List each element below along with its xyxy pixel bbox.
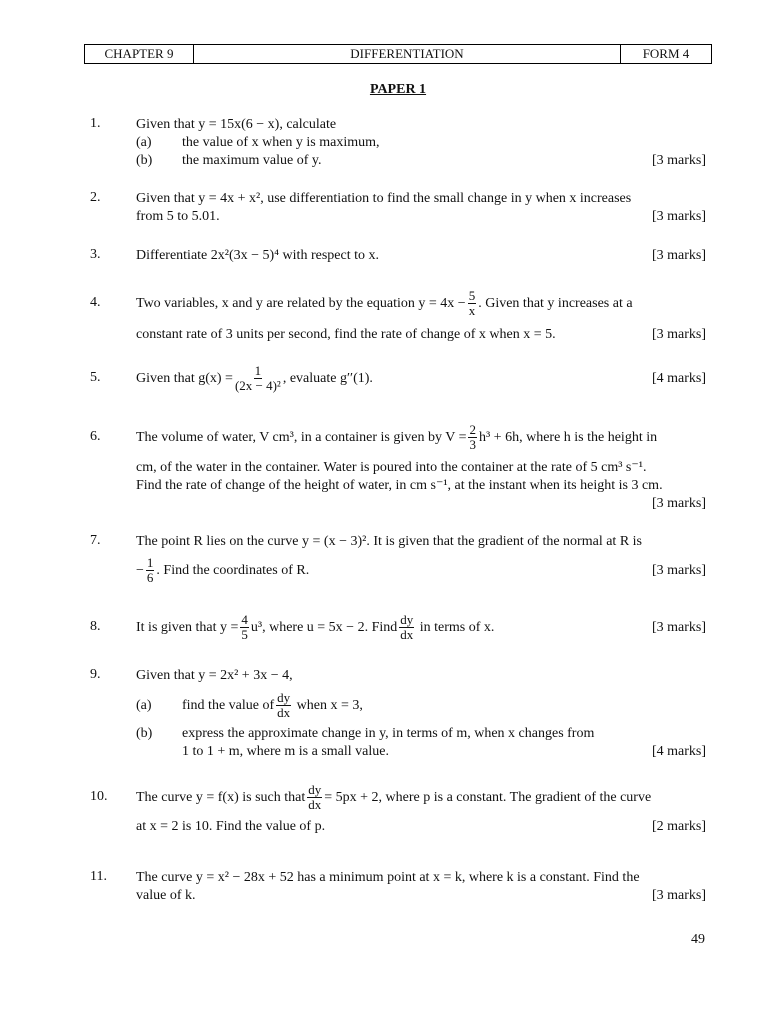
- q7-fraction-num: 1: [146, 555, 154, 571]
- q8-fraction-den: 5: [241, 627, 248, 643]
- q9-part-b-text-2: 1 to 1 + m, where m is a small value.: [182, 744, 389, 759]
- question-number: 9.: [90, 667, 101, 682]
- q8-text-b: u³, where u = 5x − 2. Find: [250, 620, 398, 635]
- q7-line-1: The point R lies on the curve y = (x − 3)². It is given that the gradient of the normal at R is: [136, 534, 642, 549]
- q10-marks: [2 marks]: [651, 819, 706, 834]
- q4-fraction: [468, 289, 477, 318]
- q7-marks: [3 marks]: [651, 563, 706, 578]
- q2-line-1: Given that y = 4x + x², use differentiation to find the small change in y when x increases: [136, 191, 632, 206]
- q9-part-b-text-1: express the approximate change in y, in terms of m, when x changes from: [182, 726, 595, 741]
- q8-derivative-den: dx: [400, 627, 414, 643]
- paper-title: PAPER 1: [369, 82, 427, 97]
- q4-text-a: Two variables, x and y are related by the equation y = 4x −: [136, 296, 466, 311]
- q4-fraction-den: x: [468, 303, 476, 319]
- q3-marks: [3 marks]: [651, 248, 706, 263]
- q1-marks: [3 marks]: [651, 153, 706, 168]
- q1-text-c: , calculate: [279, 117, 337, 132]
- q4-text-b: . Given that y increases at a: [478, 296, 633, 311]
- q9-marks: [4 marks]: [651, 744, 706, 759]
- q6-marks: [3 marks]: [651, 496, 706, 511]
- q4-fraction-num: 5: [468, 288, 476, 304]
- topic-label: DIFFERENTIATION: [194, 45, 621, 63]
- q8-fraction: [240, 613, 249, 642]
- q1-part-b-text: the maximum value of y.: [182, 153, 322, 168]
- q11-marks: [3 marks]: [651, 888, 706, 903]
- q8-marks: [3 marks]: [651, 620, 706, 635]
- q9-derivative: [276, 691, 291, 720]
- q5-text-b: , evaluate g′′(1).: [282, 371, 373, 386]
- q6-line-2: cm, of the water in the container. Water is poured into the container at the rate of 5 cm³ s⁻¹.: [136, 460, 647, 475]
- q11-line-1: The curve y = x² − 28x + 52 has a minimum point at x = k, where k is a constant. Find the: [136, 870, 640, 885]
- q9-part-a-text-2: when x = 3,: [293, 698, 363, 713]
- q7-fraction-den: 6: [146, 570, 154, 586]
- q10-derivative-num: dy: [308, 782, 322, 798]
- q1-part-a-label: (a): [136, 135, 152, 150]
- q9-part-a-text-1: find the value of: [182, 698, 275, 713]
- q6-fraction: [468, 423, 477, 452]
- q9-part-b-label: (b): [136, 726, 153, 741]
- q6-fraction-den: 3: [469, 437, 476, 453]
- q8-text-c: in terms of x.: [416, 620, 495, 635]
- q5-marks: [4 marks]: [651, 371, 706, 386]
- q6-fraction-num: 2: [469, 422, 476, 438]
- q4-marks: [3 marks]: [651, 327, 706, 342]
- q1-part-a-text: the value of x when y is maximum,: [182, 135, 380, 150]
- question-number: 10.: [90, 789, 108, 804]
- question-number: 11.: [90, 869, 107, 884]
- q4-line-2: constant rate of 3 units per second, find the rate of change of x when x = 5.: [136, 327, 556, 342]
- q2-marks: [3 marks]: [651, 209, 706, 224]
- q10-derivative-den: dx: [308, 797, 322, 813]
- q6-line-3: Find the rate of change of the height of water, in cm s⁻¹, at the instant when its height is 3 cm.: [136, 478, 663, 493]
- q10-line-2: at x = 2 is 10. Find the value of p.: [136, 819, 326, 834]
- q10-derivative: [307, 783, 322, 812]
- q6-text-a: The volume of water, V cm³, in a container is given by V =: [136, 430, 467, 445]
- q1-part-b-label: (b): [136, 153, 153, 168]
- question-number: 4.: [90, 295, 101, 310]
- q5-fraction-num: 1: [254, 363, 262, 379]
- header-table: [84, 44, 712, 64]
- q8-text-a: It is given that y =: [136, 620, 239, 635]
- q8-fraction-num: 4: [241, 612, 248, 628]
- q6-text-b: h³ + 6h, where h is the height in: [478, 430, 658, 445]
- chapter-label: CHAPTER 9: [85, 45, 194, 63]
- q9-line-1: Given that y = 2x² + 3x − 4,: [136, 668, 293, 683]
- q10-text-a: The curve y = f(x) is such that: [136, 790, 306, 805]
- q7-text-b: . Find the coordinates of R.: [156, 563, 310, 578]
- q9-part-a-label: (a): [136, 698, 152, 713]
- q5-fraction-den: (2x − 4)²: [234, 378, 281, 394]
- q2-line-2: from 5 to 5.01.: [136, 209, 220, 224]
- q11-line-2: value of k.: [136, 888, 196, 903]
- q9-derivative-num: dy: [277, 690, 291, 706]
- q3-line-1: Differentiate 2x²(3x − 5)⁴ with respect to x.: [136, 248, 379, 263]
- q10-text-b: = 5px + 2, where p is a constant. The gradient of the curve: [324, 790, 652, 805]
- q1-equation: y = 15x(6 − x): [198, 117, 280, 132]
- question-number: 8.: [90, 619, 101, 634]
- question-number: 7.: [90, 533, 101, 548]
- q8-derivative-num: dy: [400, 612, 414, 628]
- q8-derivative: [399, 613, 414, 642]
- question-number: 2.: [90, 190, 101, 205]
- page-number: 49: [691, 932, 705, 947]
- question-number: 6.: [90, 429, 101, 444]
- q1-text-a: Given that: [136, 117, 199, 132]
- q5-fraction: [235, 364, 281, 393]
- form-label: FORM 4: [642, 46, 690, 61]
- question-number: 3.: [90, 247, 101, 262]
- q9-derivative-den: dx: [277, 705, 291, 721]
- q7-fraction: [146, 556, 155, 585]
- q5-text-a: Given that g(x) =: [136, 371, 233, 386]
- question-number: 1.: [90, 116, 101, 131]
- question-number: 5.: [90, 370, 101, 385]
- q7-minus: −: [136, 563, 144, 578]
